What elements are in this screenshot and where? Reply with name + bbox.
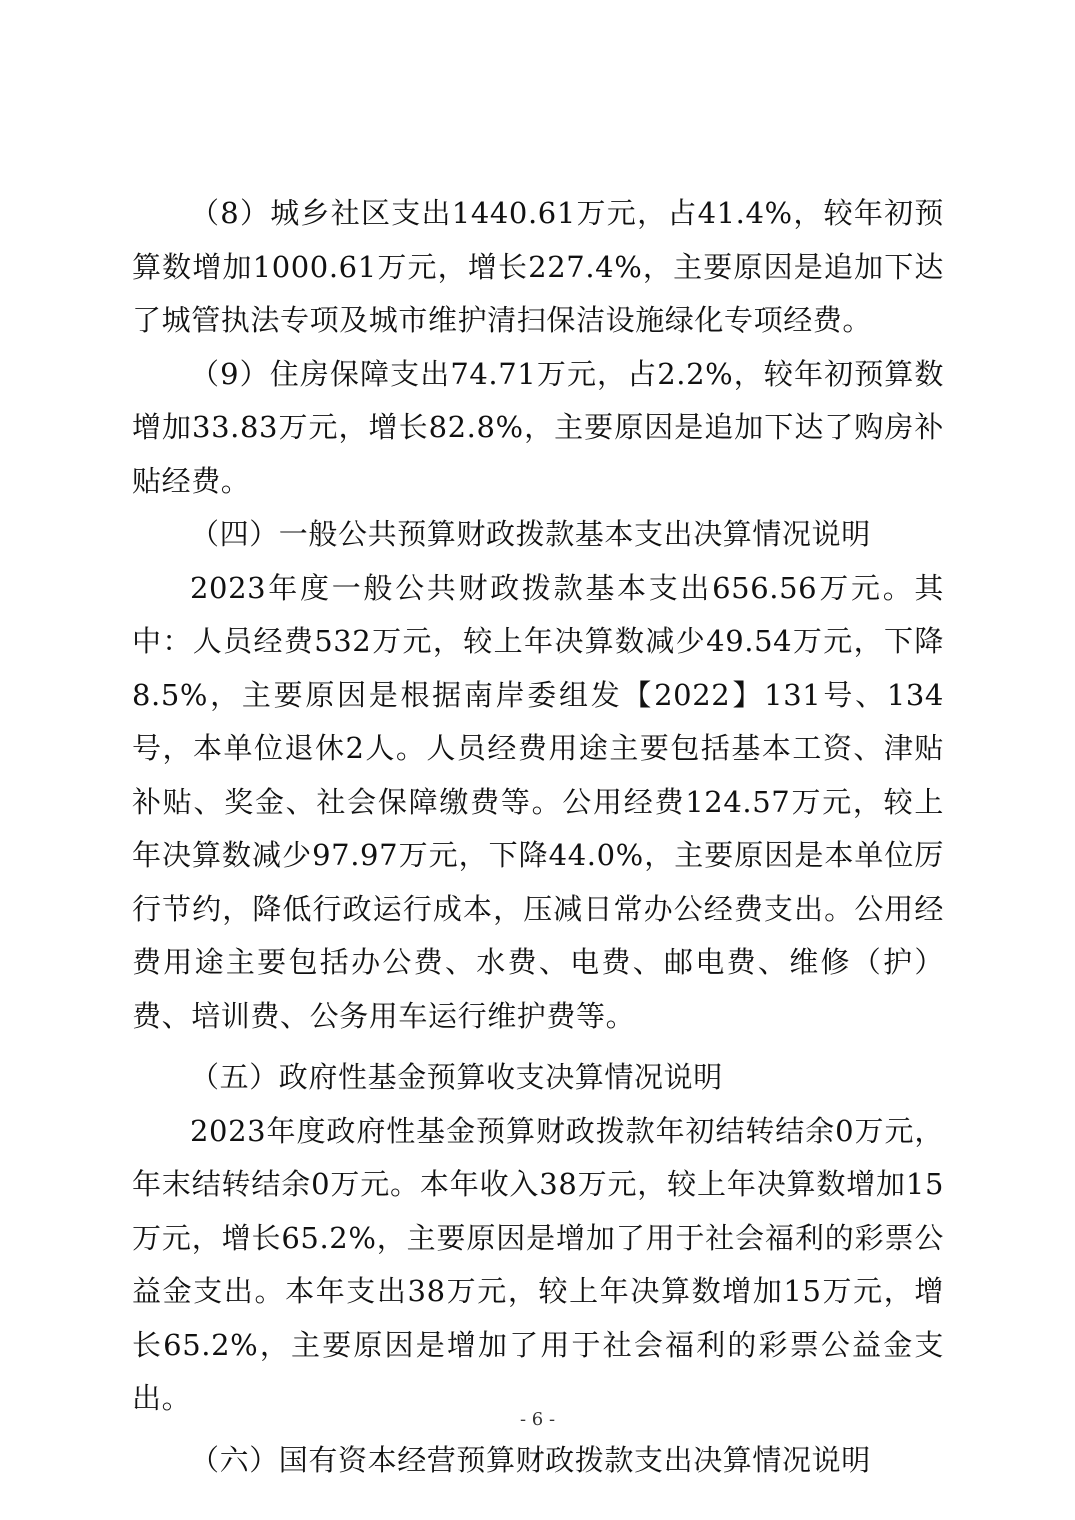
spacer: [132, 1043, 944, 1051]
page-number: - 6 -: [519, 1409, 556, 1430]
paragraph-urban-rural-community: （8）城乡社区支出1440.61万元，占41.4%，较年初预算数增加1000.61万元，增长227.4%，主要原因是追加下达了城管执法专项及城市维护清扫保洁设施绿化专项经费。: [132, 196, 944, 337]
section-heading-government-fund: （五）政府性基金预算收支决算情况说明: [190, 1060, 723, 1094]
paragraph-housing-security: （9）住房保障支出74.71万元，占2.2%，较年初预算数增加33.83万元，增长82.8%，主要原因是追加下达了购房补贴经费。: [132, 356, 944, 498]
document-body: [132, 187, 944, 1487]
paragraph-government-fund: 2023年度政府性基金预算财政拨款年初结转结余0万元，年末结转结余0万元。本年收入38万元，较上年决算数增加15万元，增长65.2%，主要原因是增加了用于社会福利的彩票公益金支出。本年支出38万元，较上年决算数增加15万元，增长65.2%，主要原因是增加了用于社会福利的彩票公益金支出。: [132, 1113, 944, 1415]
paragraph-basic-expenditure: 2023年度一般公共财政拨款基本支出656.56万元。其中：人员经费532万元，较上年决算数减少49.54万元，下降8.5%，主要原因是根据南岸委组发【2022】131号、134号，本单位退休2人。人员经费用途主要包括基本工资、津贴补贴、奖金、社会保障缴费等。公用经费124.57万元，较上年决算数减少97.97万元，下降44.0%，主要原因是本单位厉行节约，降低行政运行成本，压减日常办公经费支出。公用经费用途主要包括办公费、水费、电费、邮电费、维修（护）费、培训费、公务用车运行维护费等。: [132, 570, 944, 1033]
section-heading-state-capital: （六）国有资本经营预算财政拨款支出决算情况说明: [190, 1442, 871, 1477]
section-heading-basic-expenditure: （四）一般公共预算财政拨款基本支出决算情况说明: [190, 517, 871, 551]
